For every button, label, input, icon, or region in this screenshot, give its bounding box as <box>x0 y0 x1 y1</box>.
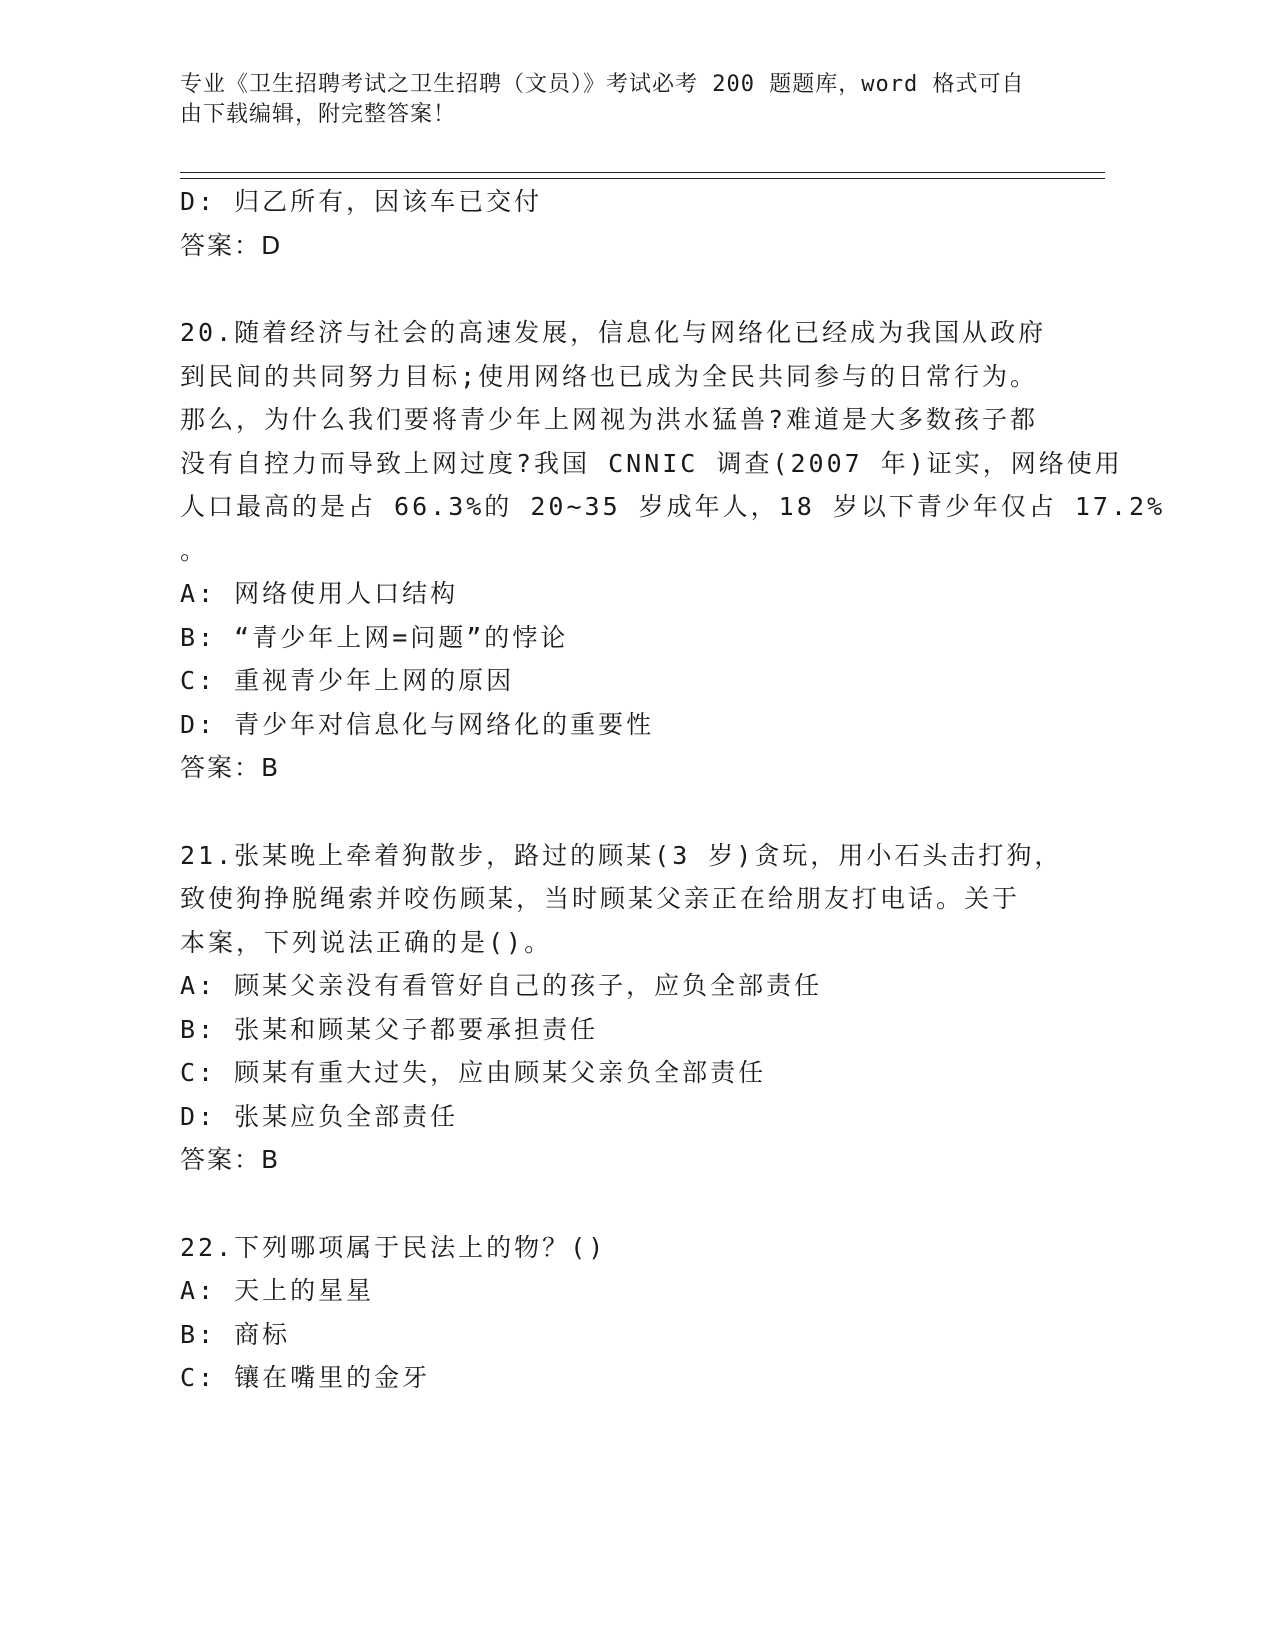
question-stem-line: 本案，下列说法正确的是()。 <box>180 927 553 957</box>
question-separator <box>180 790 1040 834</box>
question-21 <box>180 834 1063 1182</box>
question-stem-line: 没有自控力而导致上网过度?我国 CNNIC 调查(2007 年)证实，网络使用 <box>180 448 1123 478</box>
question-stem-line: 20.随着经济与社会的高速发展，信息化与网络化已经成为我国从政府 <box>180 318 1047 347</box>
question-stem-line: 那么，为什么我们要将青少年上网视为洪水猛兽?难道是大多数孩子都 <box>180 405 1039 434</box>
question-stem-line: 人口最高的是占 66.3%的 20~35 岁成年人，18 岁以下青少年仅占 17.2% <box>180 492 1166 521</box>
question-stem-line: 。 <box>180 535 209 565</box>
option-c: C: 重视青少年上网的原因 <box>180 666 515 695</box>
option-b: B: “青少年上网=问题”的悖论 <box>180 622 569 652</box>
option-b: B: 张某和顾某父子都要承担责任 <box>180 1014 599 1044</box>
option-d: D: 青少年对信息化与网络化的重要性 <box>180 709 655 739</box>
header-divider-top <box>180 172 1105 173</box>
document-body <box>180 180 1166 1400</box>
question-stem-line: 到民间的共同努力目标;使用网络也已成为全民共同参与的日常行为。 <box>180 361 1039 391</box>
question-22 <box>180 1226 1040 1400</box>
header-line-1: 专业《卫生招聘考试之卫生招聘（文员）》考试必考 200 题题库，word 格式可自 <box>180 72 1025 97</box>
document-header <box>180 70 1080 130</box>
question-stem-line: 22.下列哪项属于民法上的物？() <box>180 1232 607 1262</box>
option-d: D: 归乙所有，因该车已交付 <box>180 187 543 216</box>
question-19-tail <box>180 180 1040 267</box>
option-d: D: 张某应负全部责任 <box>180 1101 459 1131</box>
question-stem-line: 致使狗挣脱绳索并咬伤顾某，当时顾某父亲正在给朋友打电话。关于 <box>180 884 1021 913</box>
header-divider-bottom <box>180 178 1105 179</box>
question-20 <box>180 311 1166 790</box>
option-a: A: 顾某父亲没有看管好自己的孩子，应负全部责任 <box>180 971 823 1000</box>
option-c: C: 镶在嘴里的金牙 <box>180 1363 431 1392</box>
question-separator <box>180 267 1040 311</box>
question-separator <box>180 1182 1040 1226</box>
answer-line: 答案：B <box>180 753 281 782</box>
answer-line: 答案：B <box>180 1145 281 1174</box>
option-b: B: 商标 <box>180 1319 291 1349</box>
answer-line: 答案：D <box>180 230 283 260</box>
option-a: A: 网络使用人口结构 <box>180 579 459 608</box>
question-stem-line: 21.张某晚上牵着狗散步，路过的顾某(3 岁)贪玩，用小石头击打狗， <box>180 840 1063 870</box>
option-c: C: 顾某有重大过失，应由顾某父亲负全部责任 <box>180 1058 767 1087</box>
option-a: A: 天上的星星 <box>180 1276 375 1305</box>
header-line-2: 由下载编辑，附完整答案！ <box>180 102 457 127</box>
